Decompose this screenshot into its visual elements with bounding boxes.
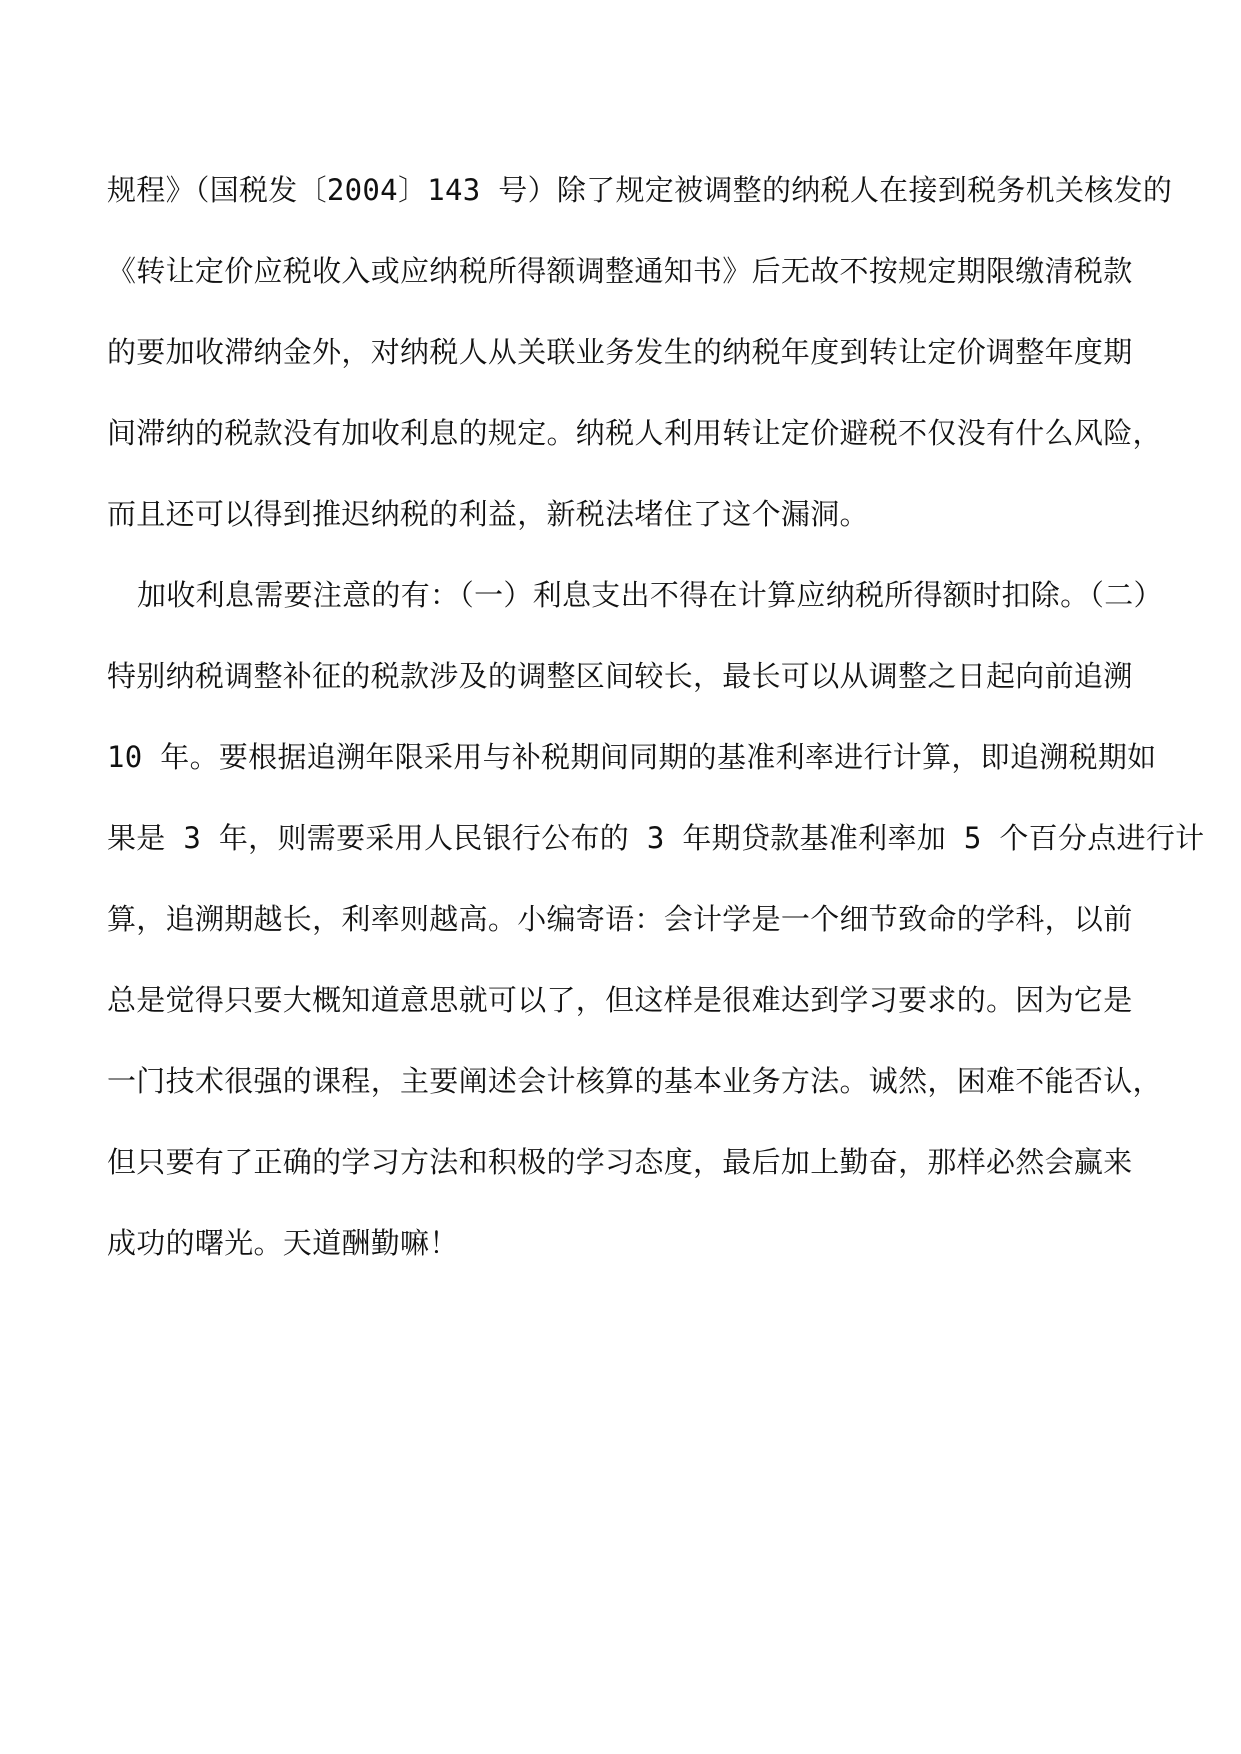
paragraph-start-line: 加收利息需要注意的有：（一）利息支出不得在计算应纳税所得额时扣除。（二） xyxy=(137,578,1163,612)
text-line: 规程》（国税发〔2004〕143 号）除了规定被调整的纳税人在接到税务机关核发的 xyxy=(107,173,1173,207)
text-line: 10 年。要根据追溯年限采用与补税期间同期的基准利率进行计算，即追溯税期如 xyxy=(107,740,1157,774)
text-line: 果是 3 年，则需要采用人民银行公布的 3 年期贷款基准利率加 5 个百分点进行计 xyxy=(107,821,1205,855)
text-line: 而且还可以得到推迟纳税的利益，新税法堵住了这个漏洞。 xyxy=(107,497,869,531)
document-body xyxy=(107,168,1205,1302)
text-line: 一门技术很强的课程，主要阐述会计核算的基本业务方法。诚然，困难不能否认， xyxy=(107,1064,1162,1098)
text-line: 算，追溯期越长，利率则越高。小编寄语：会计学是一个细节致命的学科，以前 xyxy=(107,902,1133,936)
text-line: 《转让定价应税收入或应纳税所得额调整通知书》后无故不按规定期限缴清税款 xyxy=(107,254,1133,288)
text-line: 但只要有了正确的学习方法和积极的学习态度，最后加上勤奋，那样必然会赢来 xyxy=(107,1145,1133,1179)
text-line: 总是觉得只要大概知道意思就可以了，但这样是很难达到学习要求的。因为它是 xyxy=(107,983,1133,1017)
text-line: 成功的曙光。天道酬勤嘛！ xyxy=(107,1226,459,1260)
text-line: 间滞纳的税款没有加收利息的规定。纳税人利用转让定价避税不仅没有什么风险， xyxy=(107,416,1162,450)
text-line: 特别纳税调整补征的税款涉及的调整区间较长，最长可以从调整之日起向前追溯 xyxy=(107,659,1133,693)
text-line: 的要加收滞纳金外，对纳税人从关联业务发生的纳税年度到转让定价调整年度期 xyxy=(107,335,1133,369)
